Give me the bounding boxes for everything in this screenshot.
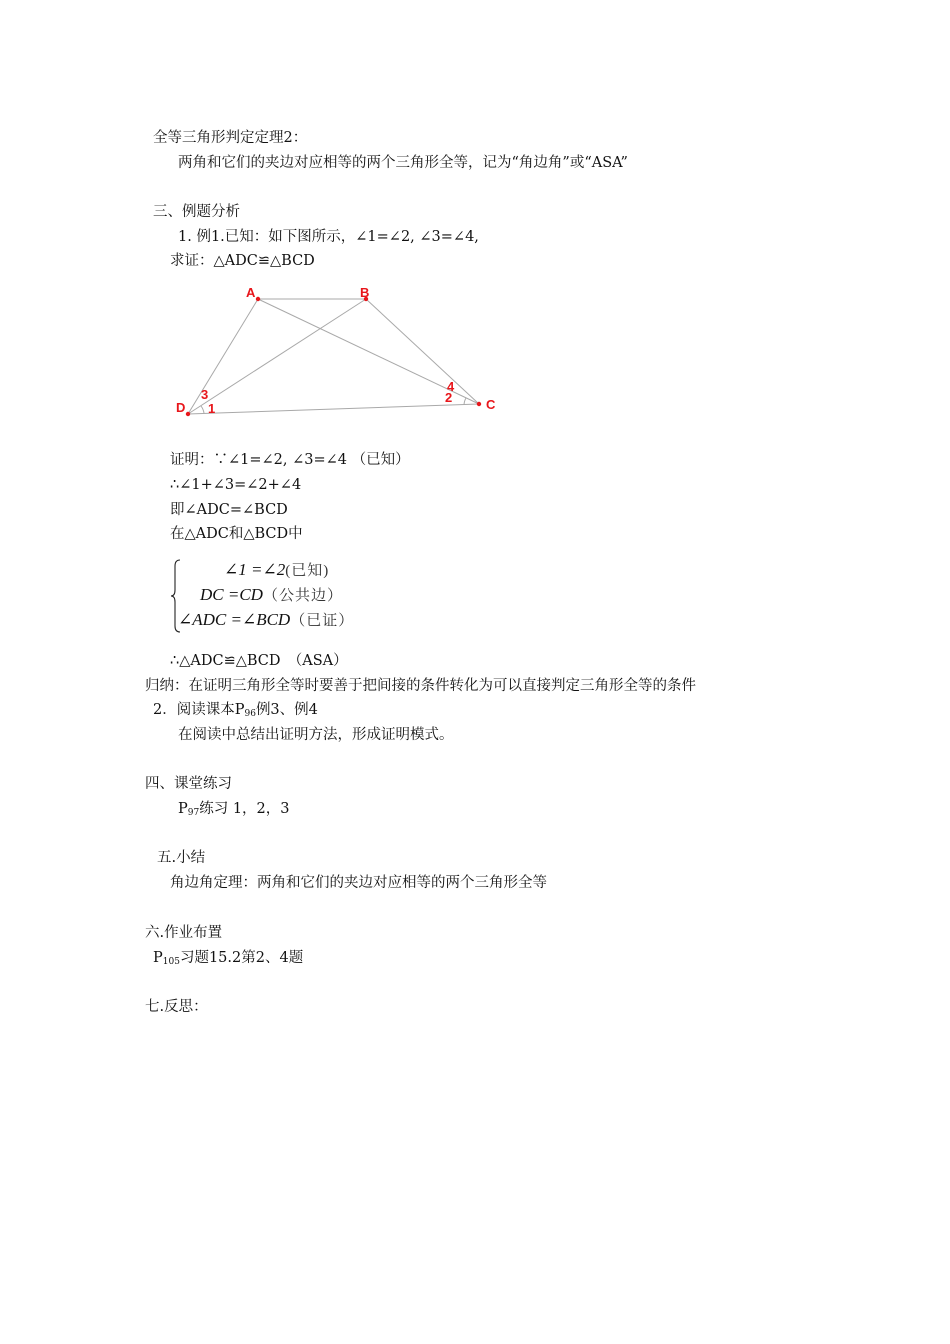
section5-heading: 五.小结 bbox=[157, 850, 206, 866]
system-row-2-math: DC =CD bbox=[200, 585, 263, 604]
point-c bbox=[477, 402, 481, 406]
item2 bbox=[153, 700, 318, 724]
system-row-3 bbox=[178, 609, 354, 632]
system-row-2-note: （公共边） bbox=[262, 588, 343, 604]
section4-exercise bbox=[178, 799, 290, 823]
system-row-1-note: (已知) bbox=[285, 563, 330, 579]
angle-arc-d bbox=[201, 406, 204, 413]
exercise-suffix: 练习 1，2，3 bbox=[199, 801, 290, 817]
angle-label-3: 3 bbox=[201, 387, 209, 402]
angle-label-4: 4 bbox=[447, 379, 455, 394]
label-b: B bbox=[360, 285, 370, 300]
angle-arc-c bbox=[464, 398, 466, 405]
exercise-prefix: P bbox=[178, 801, 188, 817]
segment-ac bbox=[258, 299, 479, 404]
angle-label-2: 2 bbox=[445, 390, 453, 405]
homework-prefix: P bbox=[153, 950, 163, 966]
item2-prefix: 2．阅读课本P bbox=[153, 702, 245, 718]
system-row-2 bbox=[200, 584, 343, 607]
system-row-3-note: （已证） bbox=[290, 613, 355, 629]
example1-prove: 求证：△ADC≌△BCD bbox=[170, 253, 315, 269]
section5-text: 角边角定理：两角和它们的夹边对应相等的两个三角形全等 bbox=[170, 875, 547, 891]
item2-note: 在阅读中总结出证明方法，形成证明模式。 bbox=[178, 727, 454, 743]
example1-given: 1. 例1.已知：如下图所示，∠1=∠2, ∠3=∠4, bbox=[178, 229, 479, 245]
section3-heading: 三、例题分析 bbox=[153, 204, 240, 220]
item2-suffix: 例3、例4 bbox=[255, 702, 318, 718]
homework-page: 105 bbox=[162, 957, 180, 967]
proof-line-4: 在△ADC和△BCD中 bbox=[170, 526, 303, 542]
segment-bd bbox=[188, 299, 366, 414]
section7-heading: 七.反思： bbox=[145, 999, 208, 1015]
proof-line-1: 证明：∵∠1=∠2, ∠3=∠4 （已知） bbox=[170, 452, 410, 468]
system-row-1-math: ∠1 =∠2 bbox=[224, 560, 286, 579]
proof-conclusion: ∴△ADC≌△BCD （ASA） bbox=[170, 653, 348, 669]
proof-line-2: ∴∠1+∠3=∠2+∠4 bbox=[170, 477, 302, 493]
exercise-page: 97 bbox=[187, 808, 200, 818]
proof-line-3: 即∠ADC=∠BCD bbox=[170, 502, 288, 518]
summary-note: 归纳：在证明三角形全等时要善于把间接的条件转化为可以直接判定三角形全等的条件 bbox=[145, 678, 696, 694]
section4-heading: 四、课堂练习 bbox=[145, 776, 232, 792]
figure-lines bbox=[188, 299, 479, 414]
section6-homework bbox=[153, 948, 303, 972]
section6-heading: 六.作业布置 bbox=[145, 925, 223, 941]
label-a: A bbox=[246, 285, 256, 300]
label-c: C bbox=[486, 397, 496, 412]
homework-suffix: 习题15.2第2、4题 bbox=[179, 950, 304, 966]
label-d: D bbox=[176, 400, 186, 415]
item2-page: 96 bbox=[244, 709, 256, 719]
equation-system bbox=[170, 558, 430, 634]
system-row-1 bbox=[224, 559, 329, 582]
theorem-title: 全等三角形判定定理2： bbox=[153, 130, 308, 146]
quadrilateral-figure bbox=[170, 280, 510, 430]
segment-dc bbox=[188, 404, 479, 414]
theorem-statement: 两角和它们的夹边对应相等的两个三角形全等，记为“角边角”或“ASA” bbox=[178, 155, 628, 171]
vertex-points bbox=[186, 297, 481, 416]
system-row-3-math: ∠ADC =∠BCD bbox=[178, 610, 291, 629]
angle-label-1: 1 bbox=[208, 401, 216, 416]
segment-ad bbox=[188, 299, 258, 414]
point-d bbox=[186, 412, 190, 416]
segment-bc bbox=[366, 299, 479, 404]
point-a bbox=[256, 297, 260, 301]
